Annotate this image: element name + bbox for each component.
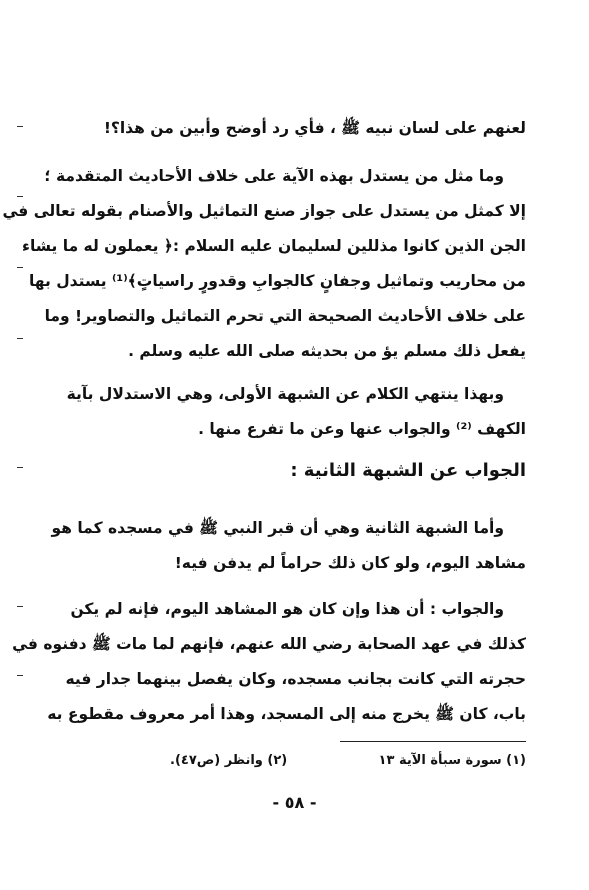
margin-mark — [17, 126, 23, 127]
text-line: وبهذا ينتهي الكلام عن الشبهة الأولى، وهي الاستدلال بآية — [66, 385, 504, 403]
text-line: الجن الذين كانوا مذللين لسليمان عليه السلام :﴿ يعملون له ما يشاء — [22, 237, 526, 255]
text-line: والجواب : أن هذا وإن كان هو المشاهد اليوم، فإنه لم يكن — [70, 600, 504, 618]
text-line: وما مثل من يستدل بهذه الآية على خلاف الأحاديث المتقدمة ؛ — [44, 167, 504, 185]
text-line: حجرته التي كانت بجانب مسجده، وكان يفصل بينهما جدار فيه — [65, 670, 526, 688]
text-line: الكهف ⁽²⁾ والجواب عنها وعن ما تفرع منها . — [198, 420, 526, 438]
footnote-1: (١) سورة سبأة الآية ١٣ — [378, 753, 526, 768]
margin-mark — [17, 606, 23, 607]
footnotes — [170, 751, 526, 771]
margin-mark — [17, 267, 23, 268]
margin-mark — [17, 675, 23, 676]
paragraph-2 — [2, 159, 526, 369]
paragraph-4 — [51, 511, 526, 581]
text-line: كذلك في عهد الصحابة رضي الله عنهم، فإنهم لما مات ﷺ دفنوه في — [12, 635, 526, 653]
paragraph-1 — [78, 111, 526, 146]
margin-mark — [17, 467, 23, 468]
text-line: مشاهد اليوم، ولو كان ذلك حراماً لم يدفن فيه! — [174, 554, 526, 572]
footnote-divider — [340, 741, 526, 742]
page-number: - ٥٨ - — [272, 793, 317, 812]
text-line: لعنهم على لسان نبيه ﷺ ، فأي رد أوضح وأبين من هذا؟! — [103, 119, 526, 137]
text-line: على خلاف الأحاديث الصحيحة التي تحرم التماثيل والتصاوير! وما — [44, 307, 526, 325]
paragraph-5 — [12, 592, 526, 732]
section-heading: الجواب عن الشبهة الثانية : — [290, 460, 526, 481]
footnote-2: (٢) وانظر (ص٤٧). — [170, 753, 288, 768]
text-line: وأما الشبهة الثانية وهي أن قبر النبي ﷺ في مسجده كما هو — [51, 519, 504, 537]
text-line: من محاريب وتماثيل وجفانٍ كالجوابِ وقدورٍ راسياتٍ﴾⁽¹⁾ يستدل بها — [28, 272, 526, 290]
text-line: باب، كان ﷺ يخرج منه إلى المسجد، وهذا أمر معروف مقطوع به — [47, 705, 526, 723]
margin-mark — [17, 338, 23, 339]
text-line: يفعل ذلك مسلم يؤ من بحديثه صلى الله عليه وسلم . — [128, 342, 526, 360]
text-line: إلا كمثل من يستدل على جواز صنع التماثيل والأصنام بقوله تعالى في — [2, 202, 526, 220]
paragraph-3 — [66, 377, 526, 447]
